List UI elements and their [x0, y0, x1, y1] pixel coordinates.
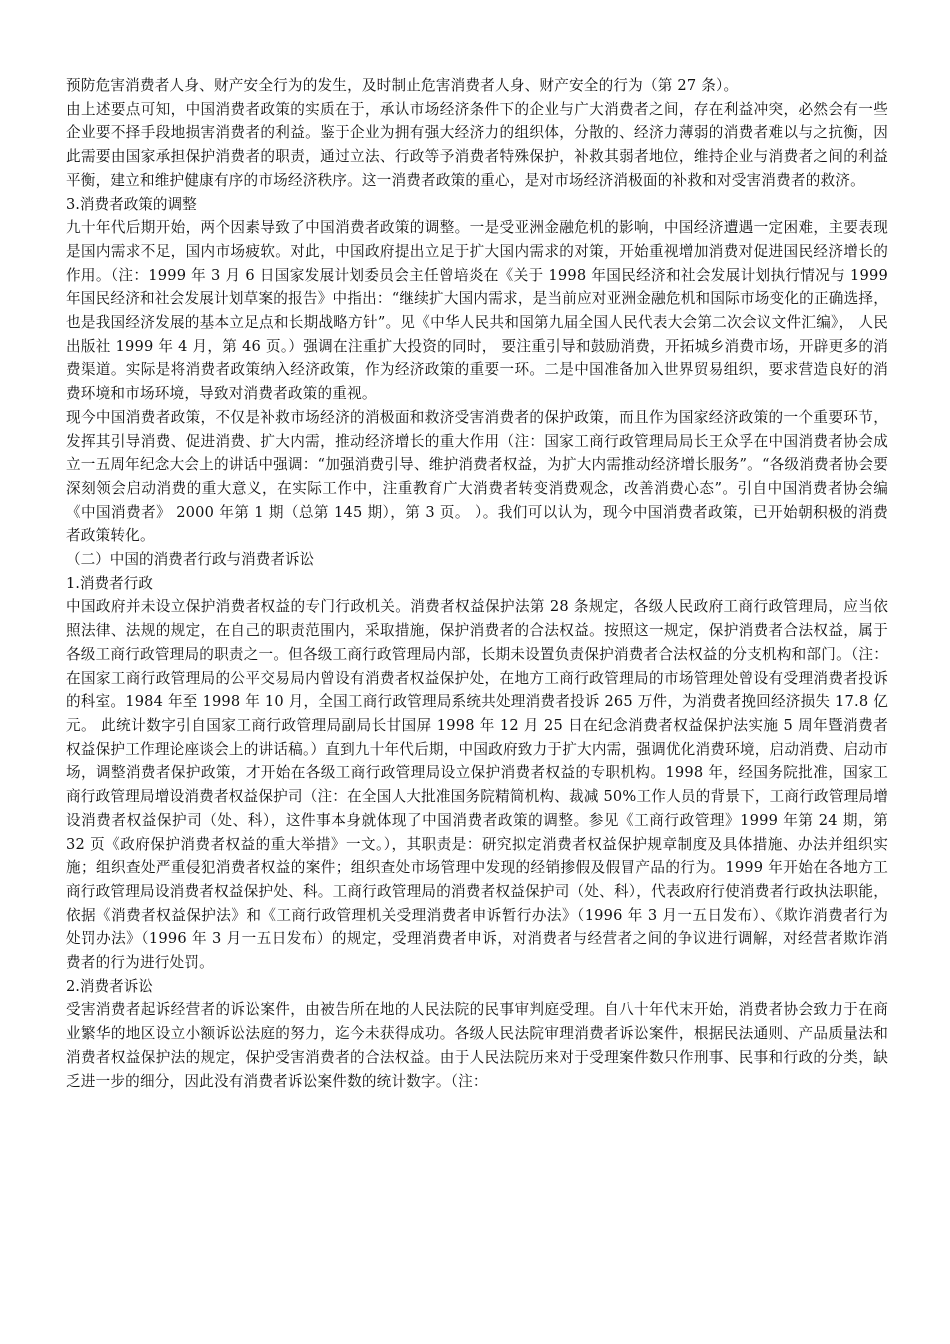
section-heading: （二）中国的消费者行政与消费者诉讼: [66, 551, 315, 569]
subsection-heading: 1.消费者行政: [66, 574, 153, 592]
section-heading: 3.消费者政策的调整: [66, 195, 197, 213]
paragraph: 九十年代后期开始，两个因素导致了中国消费者政策的调整。一是受亚洲金融危机的影响，中国经济遭遇一定困难，主要表现是国内需求不足，国内市场疲软。对此，中国政府提出立足于扩大国内需求的对策，开始重视增加消费对促进国民经济增长的作用。（注：1999 年 3 月 6 日国家发展计划委员会主任曾培炎在《关于 1998 年国民经济和社会发展计划执行情况与 1999 年国民经济和社会发展计划草案的报告》中指出：“继续扩大国内需求，是当前应对亚洲金融危机和国际市场变化的正确选择，也是我国经济发展的基本立足点和长期战略方针”。见《中华人民共和国第九届全国人民代表大会第二次会议文件汇编》， 人民出版社 1999 年 4 月，第 46 页。）强调在注重扩大投资的同时， 要注重引导和鼓励消费，开拓城乡消费市场，开辟更多的消费渠道。实际是将消费者政策纳入经济政策，作为经济政策的重要一环。二是中国准备加入世界贸易组织，要求营造良好的消费环境和市场环境，导致对消费者政策的重视。: [66, 219, 888, 403]
paragraph: 受害消费者起诉经营者的诉讼案件，由被告所在地的人民法院的民事审判庭受理。自八十年代末开始，消费者协会致力于在商业繁华的地区设立小额诉讼法庭的努力，迄今未获得成功。各级人民法院审理消费者诉讼案件，根据民法通则、产品质量法和消费者权益保护法的规定，保护受害消费者的合法权益。由于人民法院历来对于受理案件数只作刑事、民事和行政的分类，缺乏进一步的细分，因此没有消费者诉讼案件数的统计数字。（注：: [66, 1001, 888, 1090]
paragraph: 由上述要点可知，中国消费者政策的实质在于，承认市场经济条件下的企业与广大消费者之间，存在利益冲突，必然会有一些企业要不择手段地损害消费者的利益。鉴于企业为拥有强大经济力的组织体，分散的、经济力薄弱的消费者难以与之抗衡，因此需要由国家承担保护消费者的职责，通过立法、行政等予消费者特殊保护，补救其弱者地位，维持企业与消费者之间的利益平衡，建立和维护健康有序的市场经济秩序。这一消费者政策的重心，是对市场经济消极面的补救和对受害消费者的救济。: [66, 100, 888, 189]
paragraph: 中国政府并未设立保护消费者权益的专门行政机关。消费者权益保护法第 28 条规定，各级人民政府工商行政管理局，应当依照法律、法规的规定，在自己的职责范围内，采取措施，保护消费者的合法权益。按照这一规定，保护消费者合法权益，属于各级工商行政管理局的职责之一。但各级工商行政管理局内部，长期未设置负责保护消费者合法权益的分支机构和部门。（注：在国家工商行政管理局的公平交易局内曾设有消费者权益保护处，在地方工商行政管理局的市场管理处曾设有受理消费者投诉的科室。1984 年至 1998 年 10 月，全国工商行政管理局系统共处理消费者投诉 265 万件，为消费者挽回经济损失 17.8 亿元。 此统计数字引自国家工商行政管理局副局长甘国屏 1998 年 12 月 25 日在纪念消费者权益保护法实施 5 周年暨消费者权益保护工作理论座谈会上的讲话稿。）直到九十年代后期，中国政府致力于扩大内需，强调优化消费环境，启动消费、启动市场，调整消费者保护政策，才开始在各级工商行政管理局设立保护消费者权益的专职机构。1998 年，经国务院批准，国家工商行政管理局增设消费者权益保护司（注：在全国人大批准国务院精简机构、裁减 50%工作人员的背景下，工商行政管理局增设消费者权益保护司（处、科），这件事本身就体现了中国消费者政策的调整。参见《工商行政管理》1999 年第 24 期，第 32 页《政府保护消费者权益的重大举措》一文。），其职责是：研究拟定消费者权益保护规章制度及具体措施、办法并组织实施；组织查处严重侵犯消费者权益的案件；组织查处市场管理中发现的经销掺假及假冒产品的行为。1999 年开始在各地方工商行政管理局设消费者权益保护处、科。工商行政管理局的消费者权益保护司（处、科），代表政府行使消费者行政执法职能，依据《消费者权益保护法》和《工商行政管理机关受理消费者申诉暂行办法》（1996 年 3 月一五日发布）、《欺诈消费者行为处罚办法》（1996 年 3 月一五日发布）的规定，受理消费者申诉，对消费者与经营者之间的争议进行调解，对经营者欺诈消费者的行为进行处罚。: [66, 598, 888, 972]
subsection-heading: 2.消费者诉讼: [66, 977, 153, 995]
paragraph: 预防危害消费者人身、财产安全行为的发生，及时制止危害消费者人身、财产安全的行为（第 27 条）。: [66, 77, 739, 94]
paragraph: 现今中国消费者政策，不仅是补救市场经济的消极面和救济受害消费者的保护政策，而且作为国家经济政策的一个重要环节，发挥其引导消费、促进消费、扩大内需，推动经济增长的重大作用（注：国家工商行政管理局局长王众孚在中国消费者协会成立一五周年纪念大会上的讲话中强调：“加强消费引导、维护消费者权益，为扩大内需推动经济增长服务”。“各级消费者协会要深刻领会启动消费的重大意义，在实际工作中，注重教育广大消费者转变消费观念，改善消费心态”。引自中国消费者协会编《中国消费者》 2000 年第 1 期（总第 145 期），第 3 页。 ）。我们可以认为，现今中国消费者政策，已开始朝积极的消费者政策转化。: [66, 408, 888, 545]
